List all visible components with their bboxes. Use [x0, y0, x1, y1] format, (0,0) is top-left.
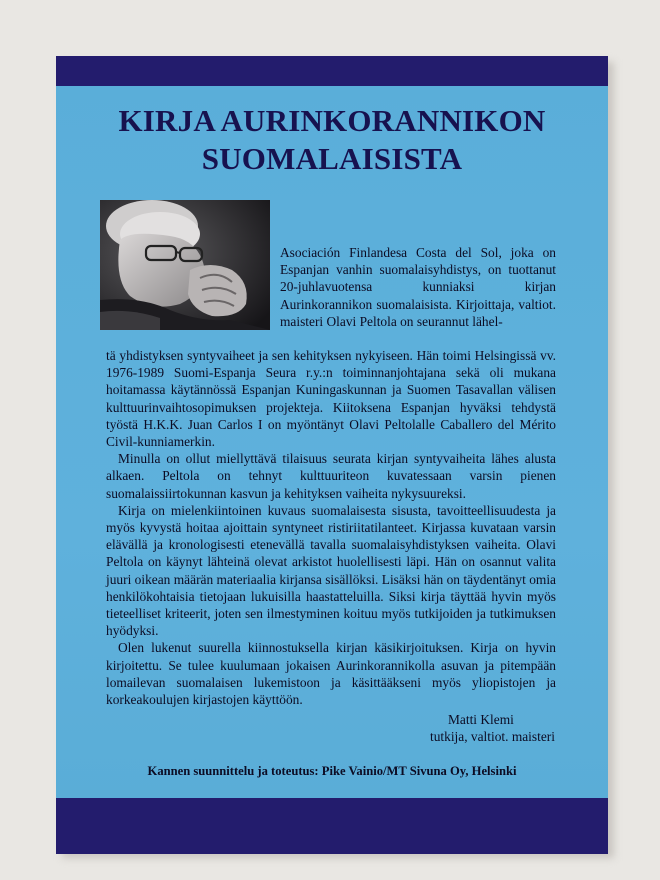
signature-title: tutkija, valtiot. maisteri: [430, 729, 555, 744]
book-back-cover: [56, 56, 608, 854]
intro-paragraph-wrapped: Asociación Finlandesa Costa del Sol, joka on Espanjan vanhin suomalaisyhdistys, on tuottanut 20-juhlavuotensa kunniaksi kirjan Aurinkorannikon suomalaisista. Kirjoittaja, valtiot. maisteri Olavi Peltola on seurannut lähel-: [280, 245, 556, 329]
paragraph-2: Minulla on ollut miellyttävä tilaisuus seurata kirjan syntyvaiheita lähes alusta alkaen. Peltola on tehnyt kulttuuriteon kuvatessaan varsin pienen suomalaissiirtokunnan kasvun ja kehityksen vaiheita nykysuureksi.: [106, 451, 556, 501]
author-portrait-image: [100, 200, 270, 330]
cover-title-line1: KIRJA AURINKORANNIKON: [118, 103, 546, 138]
paragraph-1-continued: tä yhdistyksen syntyvaiheet ja sen kehityksen nykyiseen. Hän toimi Helsingissä vv. 1976-1989 Suomi-Espanja Seura r.y.:n toiminnanjohtajana sekä oli mukana hoitamassa käytännössä Espanjan Kuningaskunnan ja Suomen Tasavallan välisen kulttuurinvaihtosopimuksen projekteja. Kiitoksena Espanjan hyväksi tehdystä työstä H.K.K. Juan Carlos I on myöntänyt Olavi Peltolalle Caballero del Mérito Civil-kunniamerkin.: [106, 348, 556, 450]
author-photo: [100, 200, 270, 330]
paragraph-3: Kirja on mielenkiintoinen kuvaus suomalaisesta sisusta, tavoitteellisuudesta ja myös kyvystä hoitaa ajoittain syntyneet ristiriitatilanteet. Kirjassa kuvataan varsin elävällä ja kronologisesti etenevällä tavalla suomalaisyhdistyksen vaiheita. Olavi Peltola on käynyt lähteinä olevat arkistot huolellisesti läpi. Hän on osannut valita juuri oikean määrän materiaalia kirjansa sisällöksi. Lisäksi hän on täydentänyt omia henkilökohtaisia tietojaan lukuisilla haastatteluilla. Siksi kirja täyttää hyvin myös tieteelliset kriteerit, joten sen ilmestyminen koituu myös tutkijoiden ja tutkimuksen hyödyksi.: [106, 502, 556, 639]
body-text: [106, 347, 556, 708]
cover-design-credits: Kannen suunnittelu ja toteutus: Pike Vainio/MT Sivuna Oy, Helsinki: [147, 764, 517, 778]
signature-name: Matti Klemi: [448, 712, 514, 727]
top-band: [56, 56, 608, 86]
bottom-band: [56, 798, 608, 854]
paragraph-4: Olen lukenut suurella kiinnostuksella kirjan käsikirjoituksen. Kirja on hyvin kirjoitettu. Se tulee kuulumaan jokaisen Aurinkorannikolla asuvan ja pitempään lomailevan suomalaisen lukemistoon ja käsittääkseni myös yliopistojen ja korkeakoulujen kirjastojen käyttöön.: [106, 640, 556, 708]
cover-title-line2: SUOMALAISISTA: [201, 141, 463, 176]
